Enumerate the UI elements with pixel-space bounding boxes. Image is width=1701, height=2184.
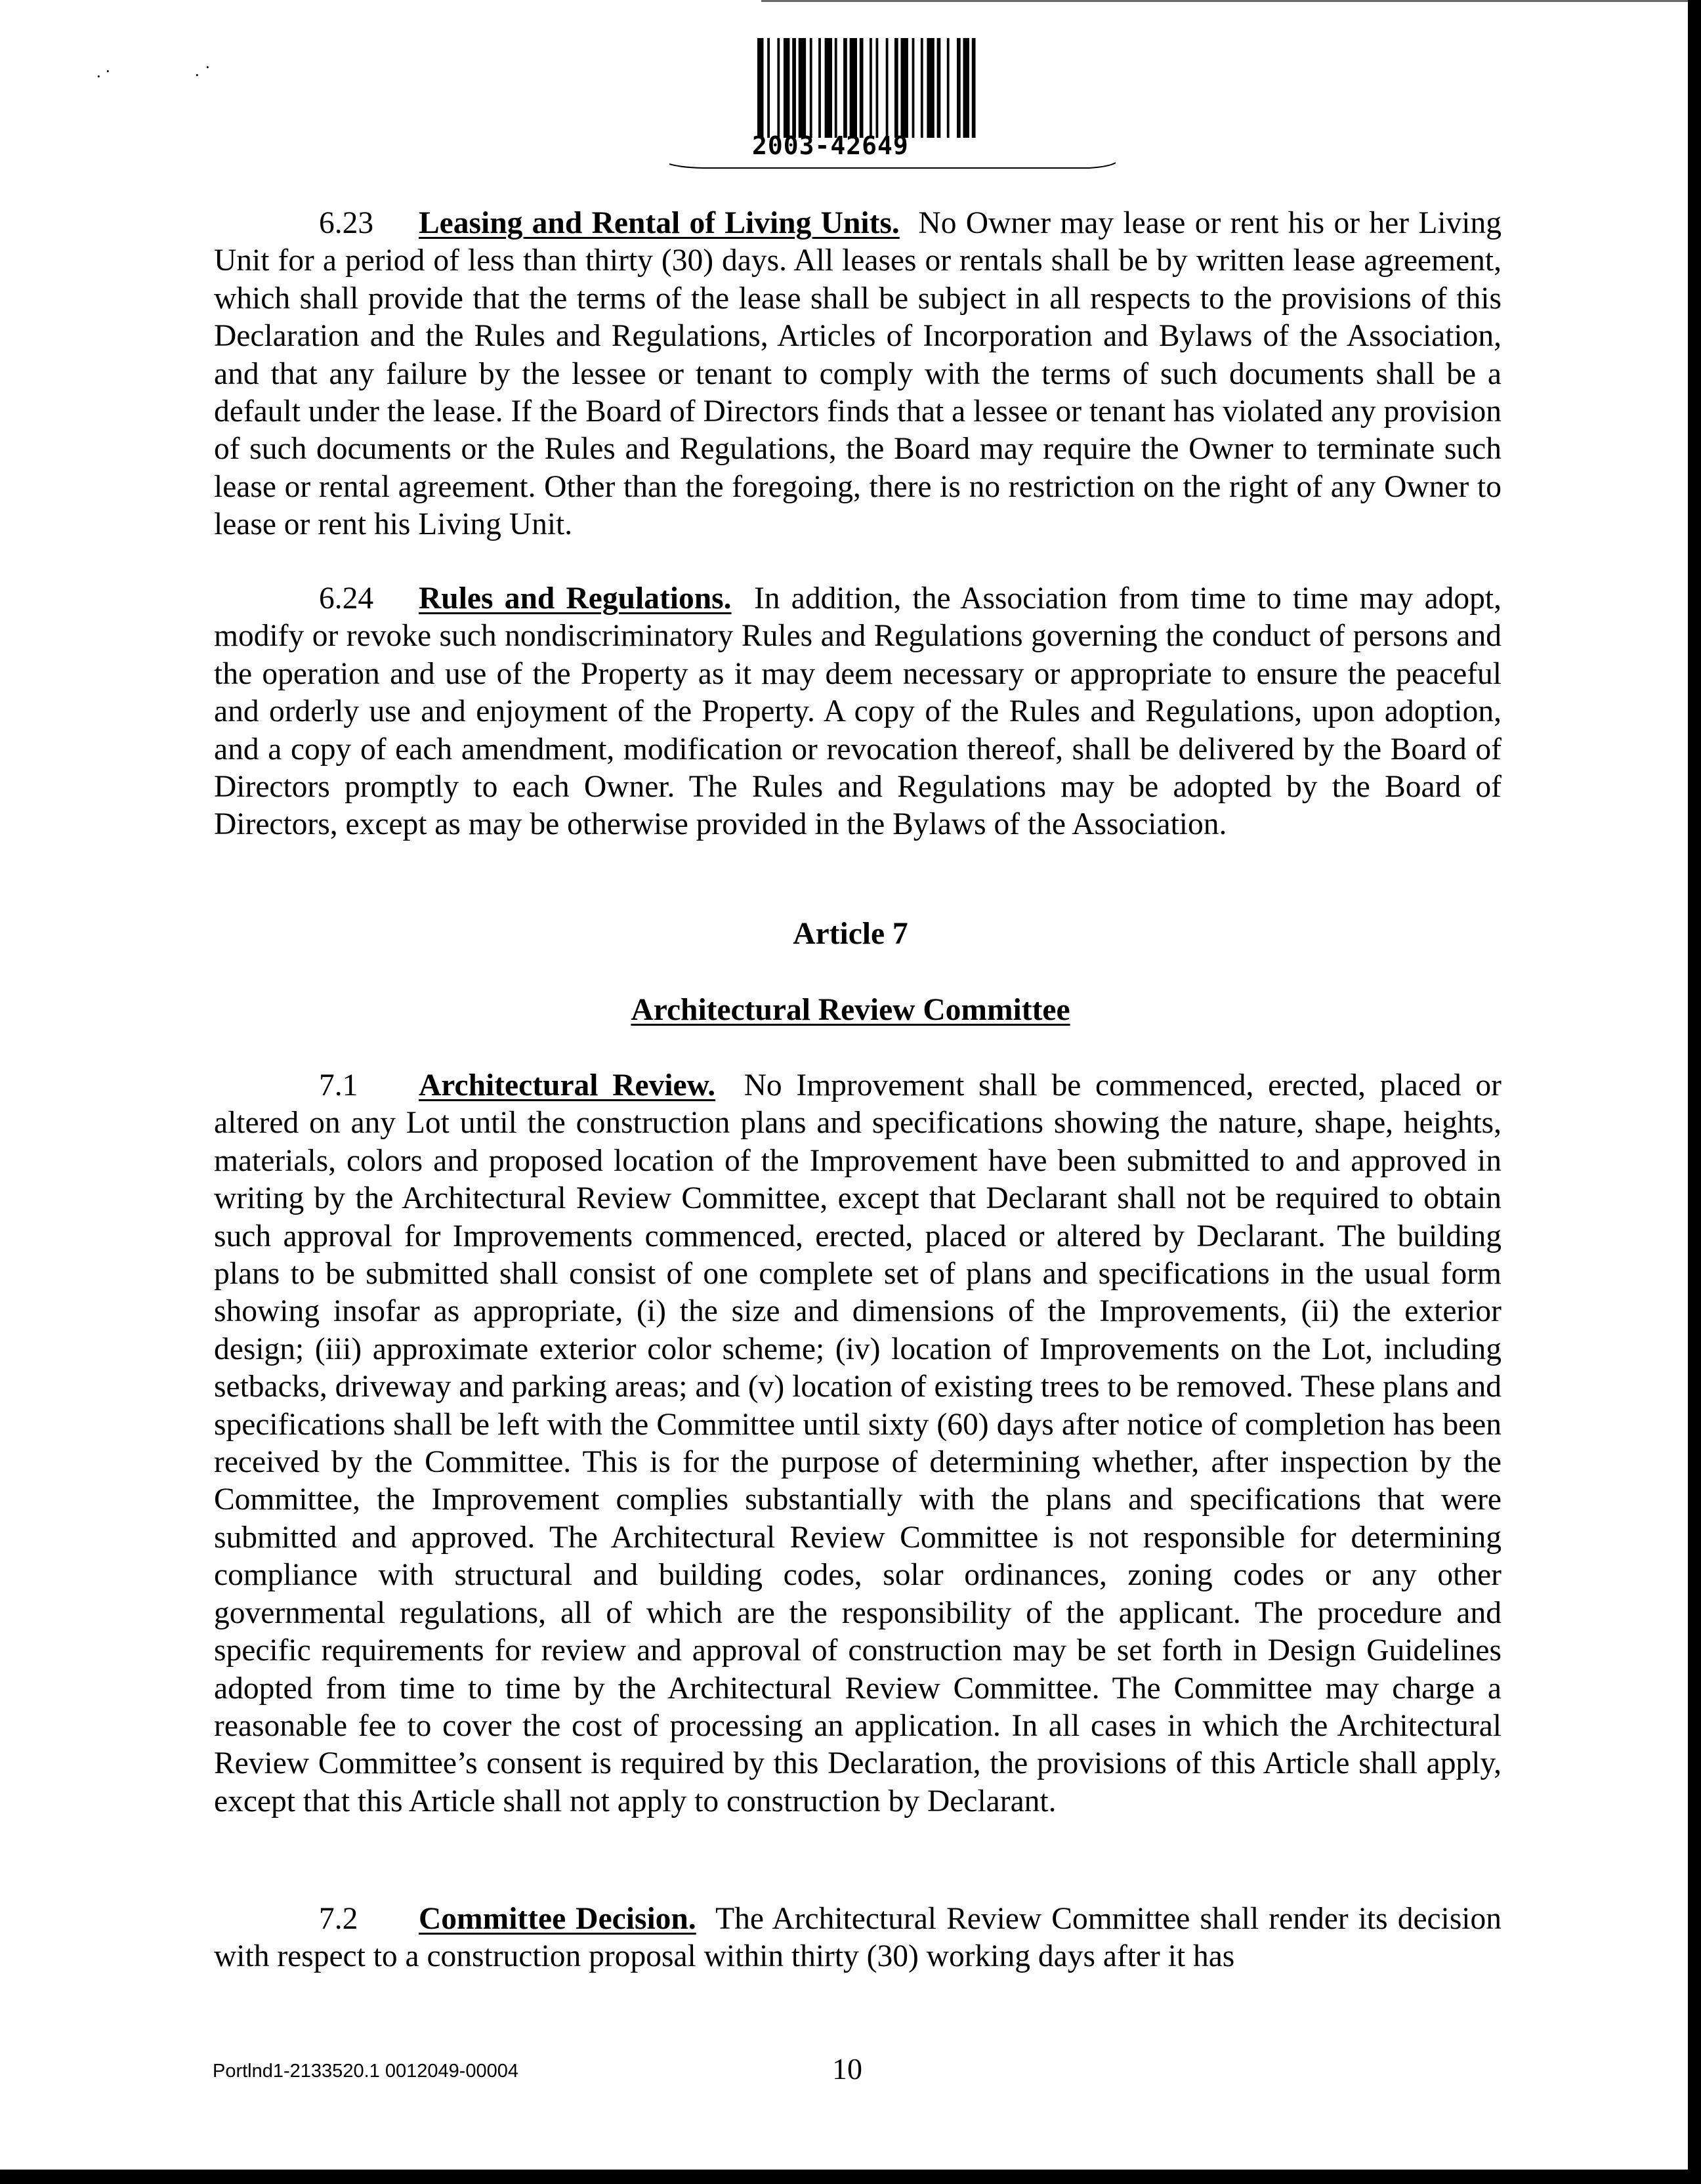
barcode-bar [777, 38, 780, 138]
barcode-bar [850, 38, 857, 138]
barcode-bar [810, 38, 812, 138]
section-text: No Owner may lease or rent his or her Living Unit for a period of less than thirty (30) days. All leases or rentals shall be by written lease agreement, which shall provide that the terms of the lease shall be subject in all respects to the provisions of this Declaration and the Rules and Regulations, Articles of Incorporation and Bylaws of the Association, and that any failure by the lessee or tenant to comply with the terms of such documents shall be a default under the lease. If the Board of Directors finds that a lessee or tenant has violated any provision of such documents or the Rules and Regulations, the Board may require the Owner to terminate such lease or rental agreement. Other than the foregoing, there is no restriction on the right of any Owner to lease or rent his Living Unit. [214, 206, 1502, 542]
barcode-bar [876, 38, 879, 138]
section-number: 7.1 [319, 1068, 358, 1102]
section-text: The Architectural Review Committee shall render its decision with respect to a construction proposal within thirty (30) working days after it has [214, 1902, 1502, 1974]
barcode-underline [669, 161, 1116, 177]
scan-speck: · [105, 62, 111, 81]
barcode-bar [947, 38, 950, 138]
section-text: No Improvement shall be commenced, erected, placed or altered on any Lot until the construction plans and specifications showing the nature, shape, heights, materials, colors and proposed location of the Improvement have been submitted to and approved in writing by the Architectural Review Committee, except that Declarant shall not be required to obtain such approval for Improvements commenced, erected, placed or altered by Declarant. The building plans to be submitted shall consist of one complete set of plans and specifications in the usual form showing insofar as appropriate, (i) the size and dimensions of the Improvements, (ii) the exterior design; (iii) approximate exterior color scheme; (iv) location of Improvements on the Lot, including setbacks, driveway and parking areas; and (v) location of existing trees to be removed. These plans and specifications shall be left with the Committee until sixty (60) days after notice of completion has been received by the Committee. This is for the purpose of determining whether, after inspection by the Committee, the Improvement complies substantially with the plans and specifications that were submitted and approved. The Architectural Review Committee is not responsible for determining compliance with structural and building codes, solar ordinances, zoning codes or any other governmental regulations, all of which are the responsibility of the applicant. The procedure and specific requirements for review and approval of construction may be set forth in Design Guidelines adopted from time to time by the Architectural Review Committee. The Committee may charge a reasonable fee to cover the cost of processing an application. In all cases in which the Architectural Review Committee’s consent is required by this Declaration, the provisions of this Article shall apply, except that this Article shall not apply to construction by Declarant. [214, 1068, 1502, 1818]
section-number: 6.24 [319, 581, 374, 616]
barcode-bar [912, 38, 915, 138]
scan-speck: · [96, 67, 102, 86]
barcode-bar [757, 38, 764, 138]
section-6-23 [214, 205, 1502, 544]
page-number: 10 [832, 2052, 862, 2086]
barcode-bar [799, 38, 806, 138]
barcode-bar [835, 38, 837, 138]
barcode-number: 2003-42649 [752, 131, 909, 160]
section-6-24 [214, 580, 1502, 844]
footer-document-id: Portlnd1-2133520.1 0012049-00004 [213, 2061, 519, 2082]
article-label: Article 7 [793, 917, 908, 951]
scan-right-border [1688, 0, 1701, 2184]
barcode-bar [767, 38, 770, 138]
barcode-bar [860, 38, 864, 138]
barcode-bar [927, 38, 934, 138]
barcode-bar [825, 38, 832, 138]
barcode-bar [843, 38, 847, 138]
section-7-1 [214, 1067, 1502, 1820]
section-7-2 [214, 1900, 1502, 1976]
article-title: Architectural Review Committee [631, 993, 1070, 1027]
section-number: 7.2 [319, 1902, 358, 1936]
barcode-bar [972, 38, 976, 138]
barcode-bar [886, 38, 889, 138]
barcode-bar [784, 38, 790, 138]
scan-speck: · [194, 66, 200, 85]
barcode-bar [792, 38, 796, 138]
barcode-bar [818, 38, 821, 138]
barcode-bar [957, 38, 961, 138]
section-text: In addition, the Association from time to time may adopt, modify or revoke such nondiscriminatory Rules and Regulations governing the conduct of persons and the operation and use of the Property as it may deem necessary or appropriate to ensure the peaceful and orderly use and enjoyment of the Property. A copy of the Rules and Regulations, upon adoption, and a copy of each amendment, modification or revocation thereof, shall be delivered by the Board of Directors promptly to each Owner. The Rules and Regulations may be adopted by the Board of Directors, except as may be otherwise provided in the Bylaws of the Association. [214, 581, 1502, 842]
barcode [755, 38, 1051, 138]
section-number: 6.23 [319, 206, 374, 240]
scan-top-edge [761, 0, 1701, 2]
scan-speck: · [205, 58, 211, 77]
barcode-bar [894, 38, 898, 138]
barcode-bar [921, 38, 923, 138]
barcode-bar [901, 38, 908, 138]
section-heading: Rules and Regulations. [419, 581, 732, 616]
barcode-bar [937, 38, 941, 138]
barcode-bar [963, 38, 970, 138]
section-heading: Leasing and Rental of Living Units. [419, 206, 900, 240]
section-heading: Committee Decision. [419, 1902, 696, 1936]
section-heading: Architectural Review. [419, 1068, 716, 1102]
scan-bottom-border [0, 2170, 1701, 2184]
barcode-bar [870, 38, 872, 138]
